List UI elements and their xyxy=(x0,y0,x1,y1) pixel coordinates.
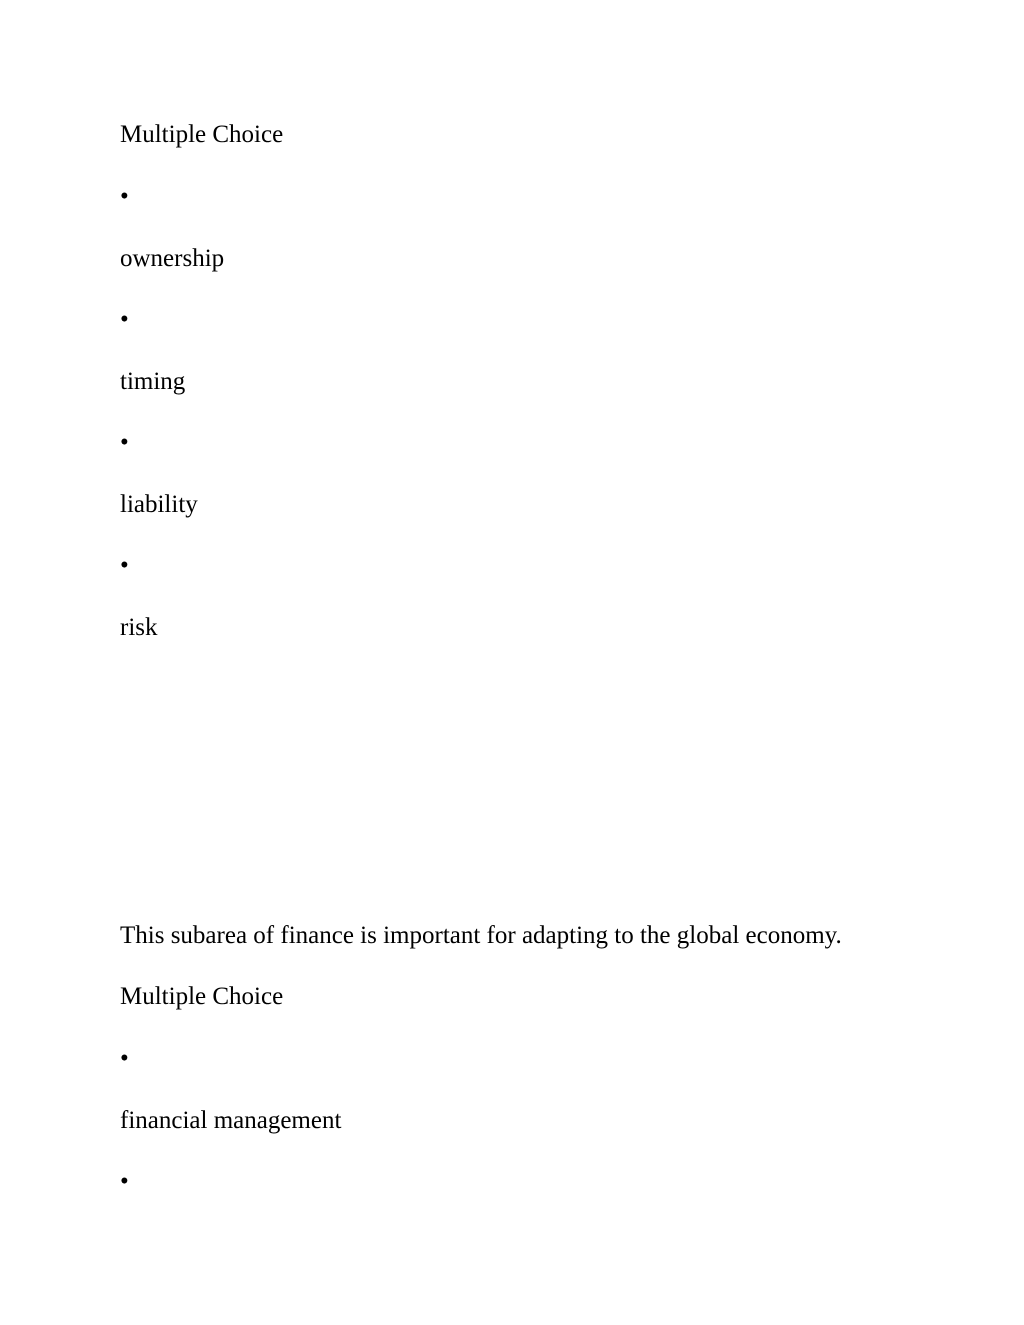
bullet-icon: • xyxy=(120,306,129,333)
bullet-icon: • xyxy=(120,429,129,456)
q1-option-risk[interactable]: risk xyxy=(120,614,158,641)
q1-option-ownership[interactable]: ownership xyxy=(120,245,225,272)
q2-prompt: This subarea of finance is important for adapting to the global economy. xyxy=(120,922,842,949)
q1-option-liability[interactable]: liability xyxy=(120,491,198,518)
q2-multiple-choice-label: Multiple Choice xyxy=(120,983,284,1010)
bullet-icon: • xyxy=(120,552,129,579)
bullet-icon: • xyxy=(120,1168,129,1195)
q1-option-timing[interactable]: timing xyxy=(120,368,186,395)
bullet-icon: • xyxy=(120,1045,129,1072)
q2-option-financial-management[interactable]: financial management xyxy=(120,1107,342,1134)
bullet-icon: • xyxy=(120,183,129,210)
q1-multiple-choice-label: Multiple Choice xyxy=(120,121,284,148)
